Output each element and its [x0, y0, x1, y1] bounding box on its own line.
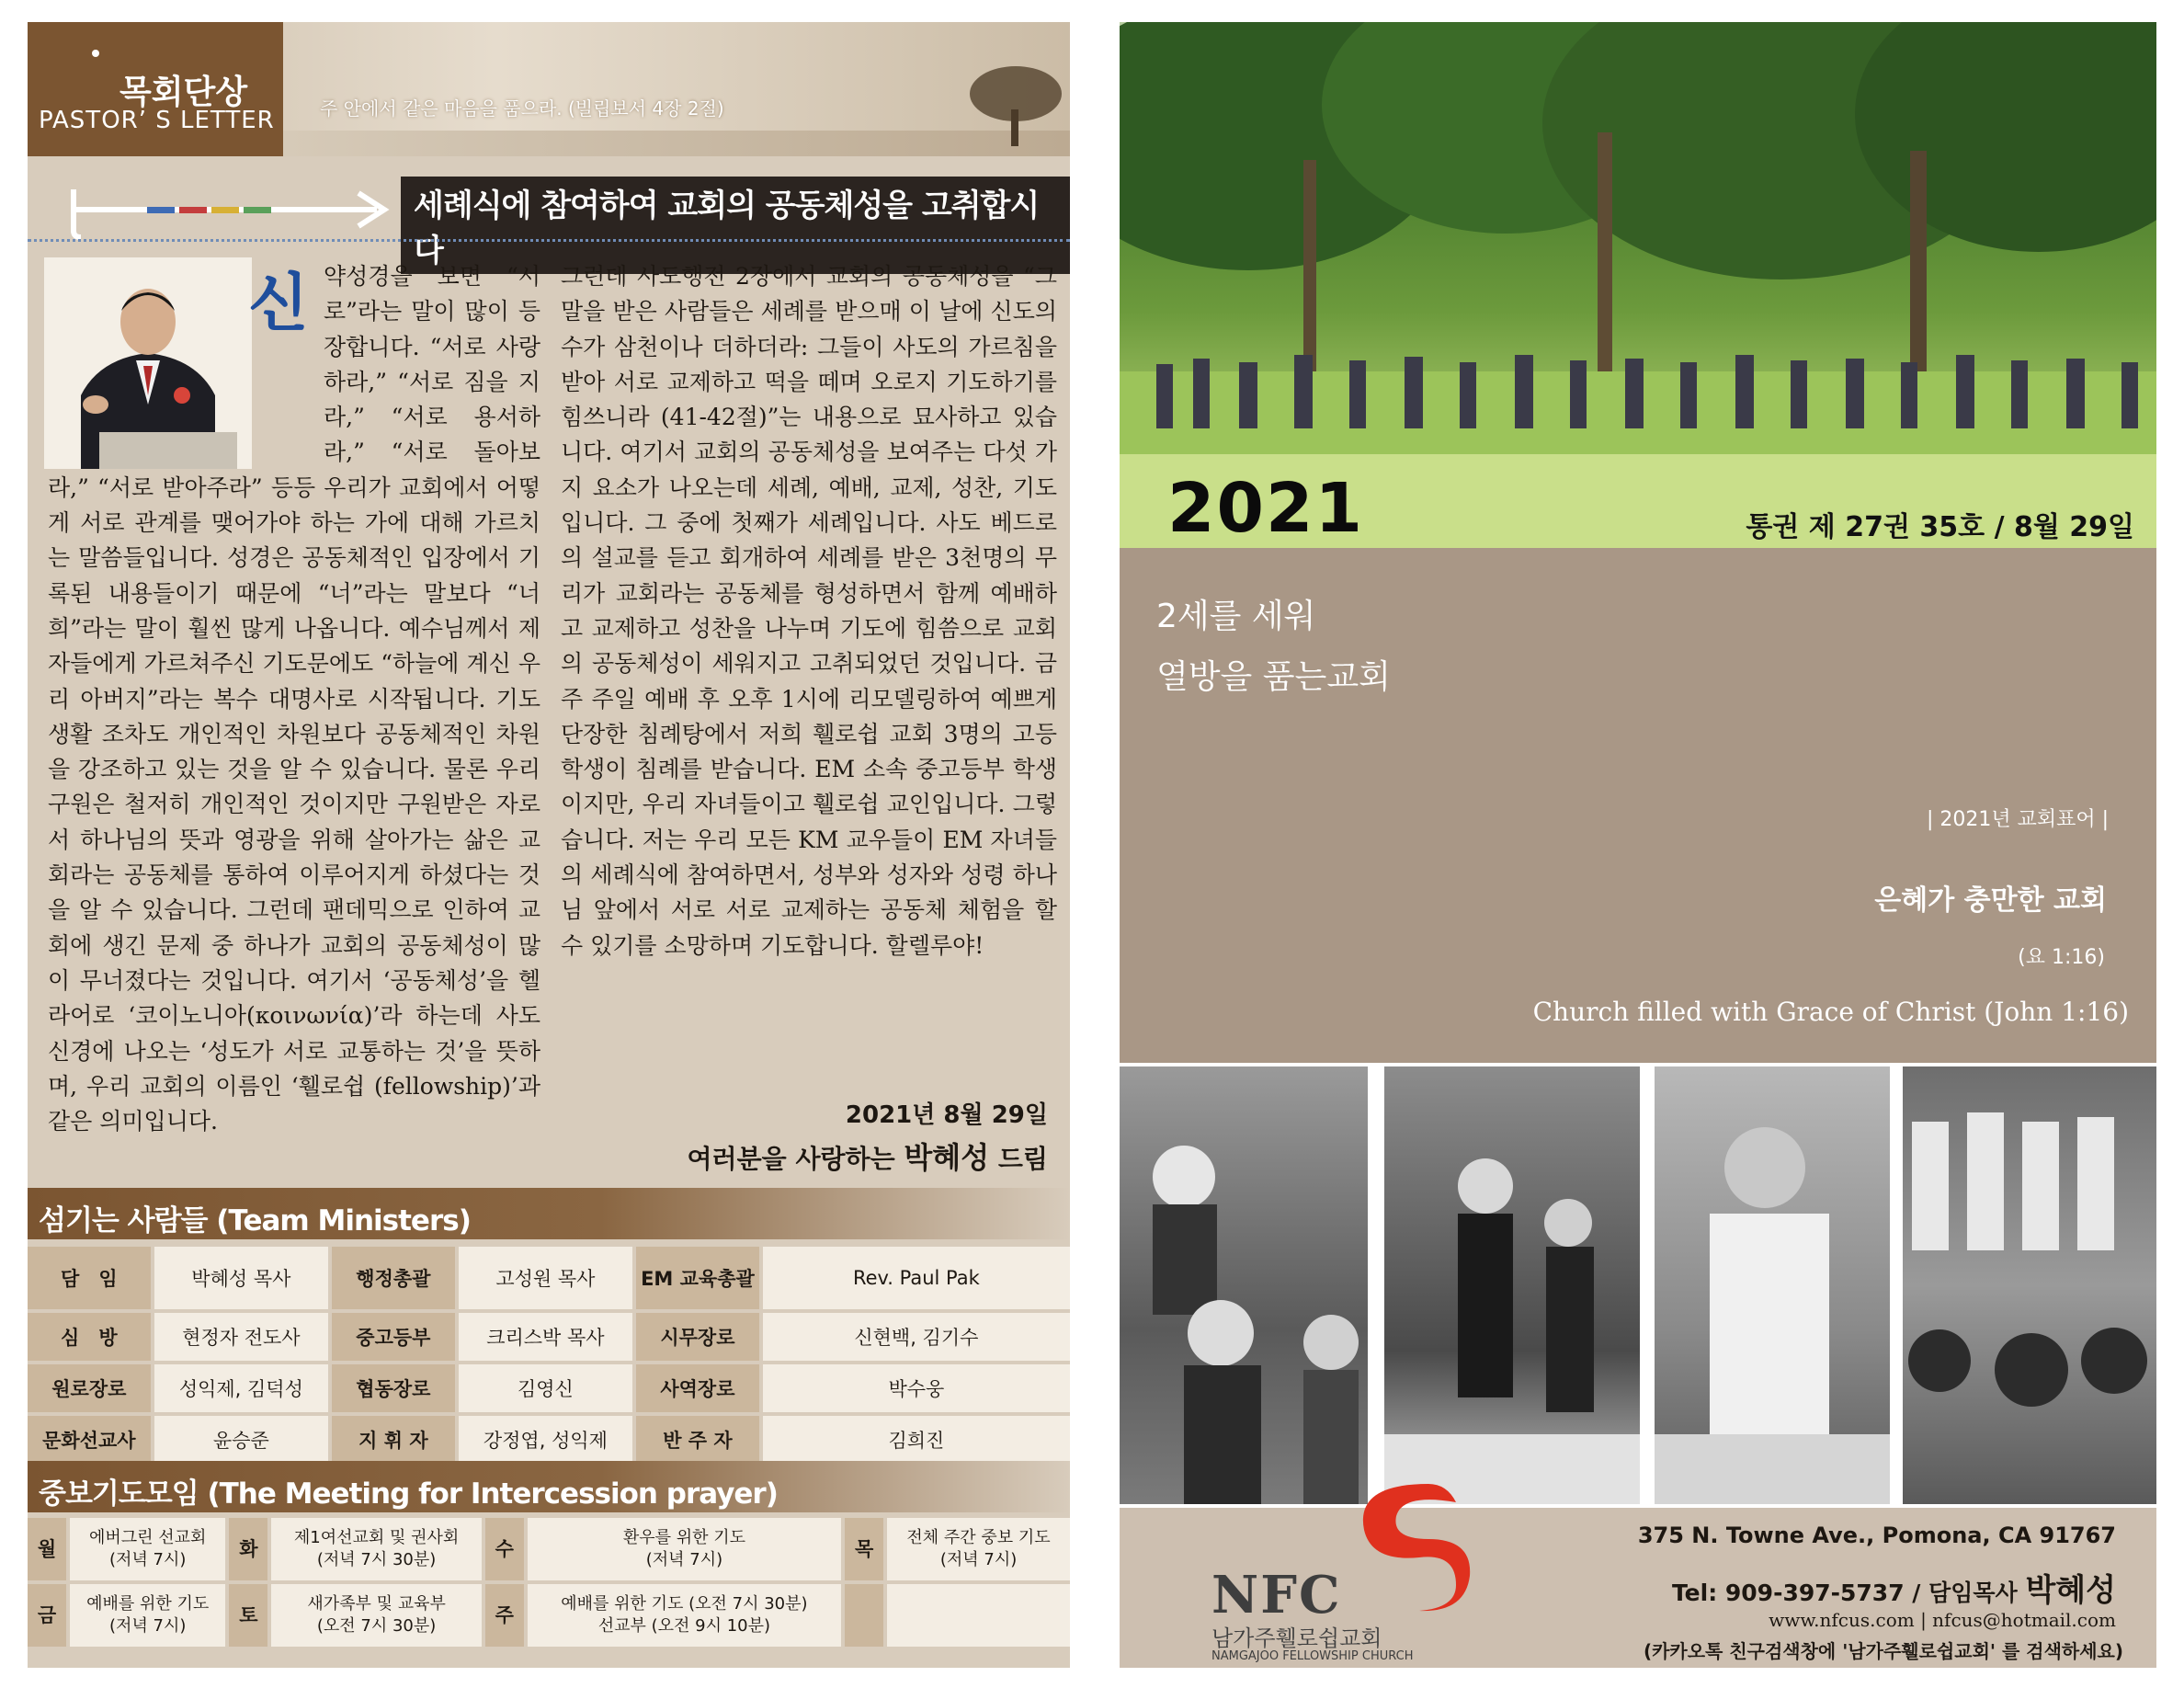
team-member: Rev. Paul Pak: [763, 1247, 1070, 1309]
header-verse: 주 안에서 같은 마음을 품으라. (빌립보서 4장 2절): [320, 97, 724, 120]
team-row: [28, 1247, 1070, 1309]
team-section-bar: [28, 1188, 1070, 1239]
team-member: 김희진: [763, 1416, 1070, 1464]
prayer-day: 화: [229, 1518, 267, 1580]
prayer-section-bar: [28, 1461, 1070, 1512]
team-row: [28, 1364, 1070, 1412]
header-title-tab: [28, 22, 283, 156]
drop-cap: 신: [248, 268, 309, 340]
prayer-time: (저녁 7시): [645, 1550, 723, 1569]
prayer-day: 금: [28, 1584, 66, 1647]
prayer-title: 전체 주간 중보 기도: [906, 1528, 1051, 1547]
team-role: 중고등부: [332, 1313, 455, 1361]
team-role: 협동장로: [332, 1364, 455, 1412]
article-headline: 세례식에 참여하여 교회의 공동체성을 고취합시다: [401, 177, 1070, 274]
prayer-time: (오전 7시 30분): [316, 1616, 437, 1636]
team-member: 윤승준: [154, 1416, 328, 1464]
team-role: 지 휘 자: [332, 1416, 455, 1464]
team-role: 시무장로: [636, 1313, 759, 1361]
prayer-meeting: [887, 1518, 1070, 1580]
prayer-day: 월: [28, 1518, 66, 1580]
pastor-letter-page: [28, 22, 1070, 1668]
phone-text: Tel: 909-397-5737 / 담임목사: [1671, 1580, 2026, 1606]
team-row: [28, 1416, 1070, 1464]
kakao-note: (카카오톡 친구검색창에 '남가주휄로쉽교회' 를 검색하세요): [1643, 1640, 2123, 1662]
prayer-meeting: [271, 1518, 481, 1580]
theme-reference: (요 1:16): [2018, 946, 2105, 969]
team-member: 김영신: [459, 1364, 632, 1412]
header-road-graphic: [283, 131, 1070, 156]
team-role: 담 임: [28, 1247, 151, 1309]
signature-name: 박혜성: [904, 1140, 990, 1175]
motto-line-1: 2세를 세워: [1156, 598, 1316, 635]
letter-signature: [688, 1135, 1049, 1177]
prayer-time: 선교부 (오전 9시 10분): [597, 1616, 771, 1636]
team-member: 고성원 목사: [459, 1247, 632, 1309]
church-logo-text: NFC: [1211, 1565, 1342, 1625]
team-role: 심 방: [28, 1313, 151, 1361]
prayer-meeting: [528, 1584, 841, 1647]
team-table: [28, 1243, 1070, 1467]
team-member: 성익제, 김덕성: [154, 1364, 328, 1412]
issue-year: 2021: [1167, 469, 1364, 548]
prayer-day: 목: [845, 1518, 883, 1580]
church-name-english: NAMGAJOO FELLOWSHIP CHURCH: [1211, 1649, 1414, 1663]
pastor-teaching-photo: [1655, 1066, 1890, 1504]
article-column-2: 그런데 사도행전 2장에서 교회의 공동체성을 “그 말을 받은 사람들은 세례를 받으매 이 날에 신도의 수가 삼천이나 더하더라: 그들이 사도의 가르침을 받아 서로 교제하고 떡을 떼며 오로지 기도하기를 힘쓰니라 (41-42절)”는 내용으로 묘사하고 있습니다. 여기서 교회의 공동체성을 보여주는 다섯 가지 요소가 나오는데 세례, 예배, 교제, 성찬, 기도입니다. 그 중에 첫째가 세례입니다. 사도 베드로의 설교를 듣고 회개하여 세례를 받은 3천명의 무리가 교회라는 공동체를 형성하면서 함께 예배하고 교제하고 성찬을 나누며 기도에 힘씀으로 교회의 공동체성이 세워지고 고취되었던 것입니다. 금주 주일 예배 후 오후 1시에 리모델링하여 예쁘게 단장한 침례탕에서 저희 휄로쉽 교회 3명의 고등학생이 침례를 받습니다. EM 소속 중고등부 학생이지만, 우리 자녀들이고 휄로쉽 교인입니다. 그렇습니다. 저는 우리 모든 KM 교우들이 EM 자녀들의 세례식에 참여하면서, 성부와 성자와 성령 하나님 앞에서 서로 서로 교제하는 공동체 체험을 할 수 있기를 소망하며 기도합니다. 할렐루야!: [561, 263, 1057, 959]
youth-performance-photo: [1384, 1066, 1640, 1504]
divider: [28, 239, 1070, 242]
church-phone: [1672, 1565, 2116, 1610]
prayer-title: 새가족부 및 교육부: [307, 1594, 446, 1614]
issue-number: 통권 제 27권 35호 / 8월 29일: [1746, 511, 2134, 543]
prayer-meeting: [70, 1518, 225, 1580]
choir-photo: [1903, 1066, 2156, 1504]
prayer-meeting: [271, 1584, 481, 1647]
team-role: 원로장로: [28, 1364, 151, 1412]
prayer-day: [845, 1584, 883, 1647]
team-member: 크리스박 목사: [459, 1313, 632, 1361]
motto-band: [1120, 548, 2156, 1063]
prayer-time: (저녁 7시 30분): [316, 1550, 437, 1569]
signature-suffix: 드림: [989, 1144, 1048, 1174]
letter-date: 2021년 8월 29일: [845, 1101, 1048, 1129]
team-role: 반 주 자: [636, 1416, 759, 1464]
church-address: 375 N. Towne Ave., Pomona, CA 91767: [1637, 1523, 2116, 1548]
prayer-title: 에버그린 선교회: [89, 1528, 207, 1547]
church-web-email: www.nfcus.com | nfcus@hotmail.com: [1769, 1609, 2116, 1631]
theme-english: Church filled with Grace of Christ (John 1:16): [1532, 997, 2129, 1027]
prayer-meeting: [887, 1584, 1070, 1647]
motto-line-2: 열방을 품는교회: [1156, 658, 1391, 696]
prayer-title: 예배를 위한 기도 (오전 7시 30분): [561, 1594, 808, 1614]
team-member: 박수웅: [763, 1364, 1070, 1412]
team-row: [28, 1313, 1070, 1361]
team-role: EM 교육총괄: [636, 1247, 759, 1309]
team-role: 사역장로: [636, 1364, 759, 1412]
theme-label: | 2021년 교회표어 |: [1926, 808, 2109, 831]
pastor-name: 박혜성: [2025, 1572, 2116, 1609]
prayer-title: 환우를 위한 기도: [622, 1528, 745, 1547]
team-member: 강정엽, 성익제: [459, 1416, 632, 1464]
church-footer: [1120, 1508, 2156, 1668]
arrow-graphic: [55, 180, 404, 245]
team-role: 행정총괄: [332, 1247, 455, 1309]
prayer-row: [28, 1584, 1070, 1647]
team-section-title: 섬기는 사람들 (Team Ministers): [39, 1204, 471, 1237]
prayer-meeting: [70, 1584, 225, 1647]
team-member: 신현백, 김기수: [763, 1313, 1070, 1361]
prayer-day: 수: [485, 1518, 524, 1580]
prayer-day: 토: [229, 1584, 267, 1647]
article-text-1: 약성경을 보면 “서로”라는 말이 많이 등장합니다. “서로 사랑하라,” “서로 짐을 지라,” “서로 용서하라,” “서로 돌아보라,” “서로 받아주라” 등등 우리가 교회에서 어떻게 서로 관계를 맺어가야 하는 가에 대해 가르치는 말씀들입니다. 성경은 공동체적인 입장에서 기록된 내용들이기 때문에 “너”라는 말보다 “너희”라는 말이 훨씬 많게 나옵니다. 예수님께서 제자들에게 가르쳐주신 기도문에도 “하늘에 계신 우리 아버지”라는 복수 대명사로 시작됩니다. 기도생활 조차도 개인적인 차원보다 공동체적인 차원을 강조하고 있는 것을 알 수 있습니다. 물론 우리 구원은 철저히 개인적인 것이지만 구원받은 자로서 하나님의 뜻과 영광을 위해 살아가는 삶은 교회라는 공동체를 통하여 이루어지게 하셨다는 것을 알 수 있습니다. 그런데 팬데믹으로 인하여 교회에 생긴 문제 중 하나가 교회의 공동체성이 많이 무너졌다는 것입니다. 여기서 ‘공동체성’을 헬라어로 ‘코이노니아(κοινωνία)’라 하는데 사도신경에 나오는 ‘성도가 서로 교통하는 것’을 뜻하며, 우리 교회의 이름인 ‘휄로쉽 (fellowship)’과 같은 의미입니다.: [48, 263, 540, 1135]
children-photo: [1120, 1066, 1368, 1504]
prayer-row: [28, 1518, 1070, 1580]
prayer-day: 주: [485, 1584, 524, 1647]
prayer-section-title: 중보기도모임 (The Meeting for Intercession prayer): [39, 1477, 778, 1511]
hero-photo: [1120, 22, 2156, 548]
team-member: 현정자 전도사: [154, 1313, 328, 1361]
prayer-meeting: [528, 1518, 841, 1580]
prayer-time: (저녁 7시): [109, 1550, 187, 1569]
cover-page: [1120, 22, 2156, 1668]
prayer-time: (저녁 7시): [939, 1550, 1018, 1569]
church-name-korean: 남가주휄로쉽교회: [1211, 1625, 1382, 1651]
dot-icon: [92, 50, 99, 57]
letter-header: [28, 22, 1070, 156]
tree-icon: [965, 59, 1066, 151]
team-member: 박혜성 목사: [154, 1247, 328, 1309]
team-role: 문화선교사: [28, 1416, 151, 1464]
prayer-title: 제1여선교회 및 권사회: [293, 1528, 460, 1547]
signature-prefix: 여러분을 사랑하는: [687, 1144, 904, 1174]
section-title: 목회단상: [119, 74, 248, 111]
prayer-time: (저녁 7시): [109, 1616, 187, 1636]
section-subtitle: PASTOR’ S LETTER: [39, 107, 275, 134]
prayer-table: [28, 1514, 1070, 1650]
article-column-1: [48, 259, 540, 1169]
church-theme: 은혜가 충만한 교회: [1874, 884, 2107, 917]
prayer-title: 예배를 위한 기도: [86, 1594, 210, 1614]
